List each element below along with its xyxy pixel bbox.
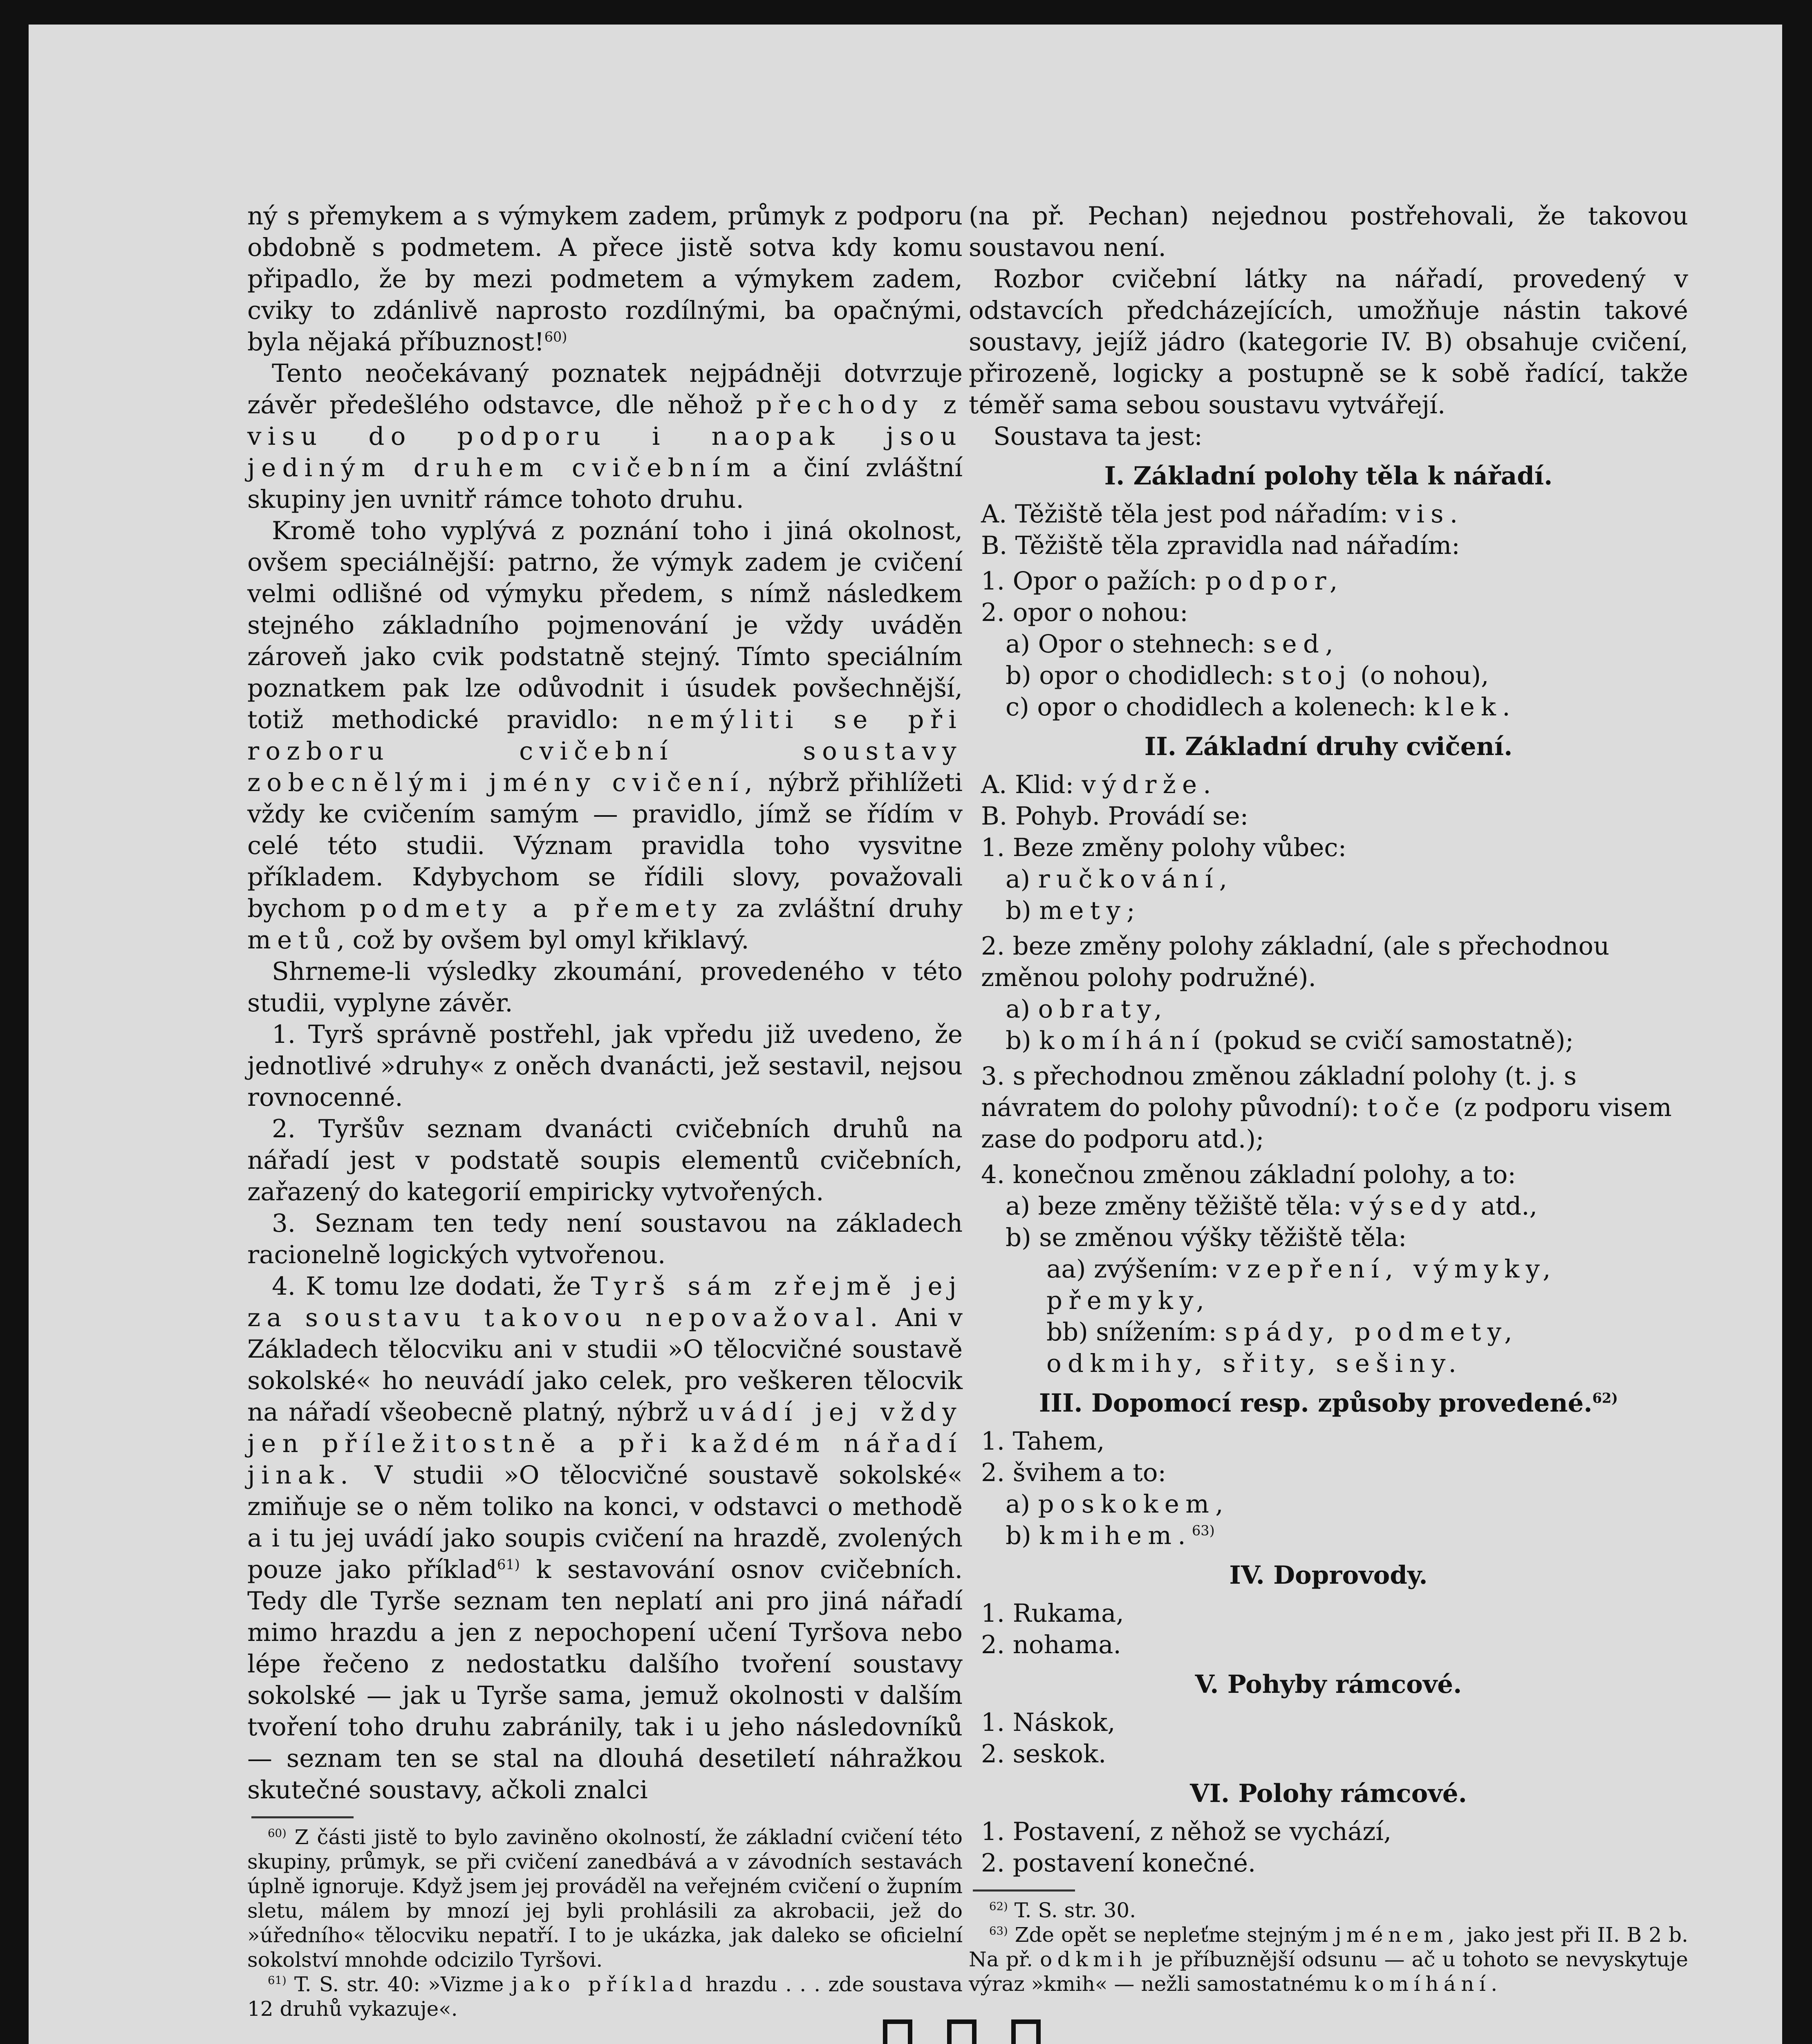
spacer	[969, 1155, 1688, 1159]
conclusion-2: 2. Tyršův seznam dvanácti cvičebních druhů na nářadí jest v podstatě soupis elementů cvičebních, zařazený do kategorií empiricky vytvořených.	[247, 1114, 963, 1206]
square-ornament-icon	[1011, 2019, 1041, 2044]
list-item: 1. Rukama,	[981, 1599, 1124, 1628]
text: A. Těžiště těla jest pod nářadím:	[981, 500, 1396, 529]
text: , což by ovšem byl omyl křiklavý.	[336, 926, 749, 955]
text: 3. s přechodnou změnou základní polohy (t. j. s návratem do polohy původní):	[981, 1062, 1577, 1122]
footnote-ref: 62)	[1592, 1390, 1618, 1406]
list-item: B. Pohyb. Provádí se:	[981, 802, 1249, 831]
footnote-63	[969, 1923, 1688, 1996]
footnote-text: je příbuznější odsunu — ač u tohoto se nevyskytuje výraz »kmih« — nežli samostatnému	[969, 1948, 1688, 1996]
conclusion-3: 3. Seznam ten tedy není soustavou na základech racionelně logických vytvořenou.	[247, 1209, 963, 1269]
item-label: b)	[1006, 896, 1031, 925]
list-item	[969, 1190, 1688, 1222]
footnote-ref: 63)	[1192, 1522, 1215, 1539]
conclusion-1: 1. Tyrš správně postřehl, jak vpředu již uvedeno, že jednotlivé »druhy« z oněch dvanácti, jež sestavil, nejsou rovnocenné.	[247, 1020, 963, 1112]
list-item	[969, 565, 1688, 597]
spaced-text: odkmih	[1040, 1948, 1148, 1971]
section-heading-4: IV. Doprovody.	[1229, 1561, 1428, 1590]
footnote-61	[247, 1972, 963, 2021]
list-item	[969, 1520, 1688, 1551]
footnote-divider	[251, 1816, 354, 1818]
text: bb) snížením:	[1046, 1318, 1225, 1347]
spaced-text: metů	[247, 926, 337, 955]
list-item: 2. beze změny polohy základní, (ale s přechodnou změnou polohy podružné).	[981, 932, 1610, 992]
footnotes	[247, 1825, 963, 2021]
section-heading-1: I. Základní polohy těla k nářadí.	[1104, 462, 1553, 491]
section-heading-2: II. Základní druhy cvičení.	[1144, 732, 1513, 761]
footnote-divider	[973, 1889, 1075, 1892]
spaced-text: podmety a přemety	[360, 894, 723, 923]
paragraph: Soustava ta jest:	[993, 422, 1203, 451]
list-item	[969, 769, 1688, 800]
left-column	[247, 200, 963, 2021]
footnote-label: 60)	[268, 1827, 287, 1840]
spaced-text: jako příklad	[511, 1972, 698, 1996]
footnote-ref: 61)	[497, 1556, 520, 1573]
list-item: 1. Postavení, z něhož se vychází,	[981, 1817, 1392, 1846]
list-item	[969, 498, 1688, 530]
text: A. Klid:	[981, 770, 1082, 799]
text: ný s přemykem a s výmykem zadem, průmyk z podporu obdobně s podmetem. A přece jistě sotva kdy komu připadlo, že by mezi podmetem a výmykem zadem, cviky to zdánlivě naprosto rozdílnými, ba opačnými, byla nějaká příbuznost!	[247, 202, 963, 356]
spaced-text: výsedy	[1349, 1192, 1473, 1221]
footnote-text: Zde opět se nepleťme stejným	[1008, 1923, 1335, 1947]
text: Kromě toho vyplývá z poznání toho i jiná okolnost, ovšem speciálnější: patrno, že výmyk zadem je cvičení velmi odlišné od výmyku předem, s nímž následkem stejného základního pojmenování je vždy uváděn zároveň jako cvik podstatně stejný. Tímto speciálním poznatkem pak lze odůvodnit i úsudek povšechnější, totiž methodické pravidlo:	[247, 516, 963, 734]
list-item: b) se změnou výšky těžiště těla:	[1006, 1223, 1407, 1252]
section-end-ornament	[883, 2019, 1041, 2044]
conclusion-4	[247, 1271, 963, 1806]
list-item: 2. postavení konečné.	[981, 1849, 1256, 1878]
text: a činí zvláštní skupiny jen uvnitř rámce tohoto druhu.	[247, 453, 963, 514]
spaced-text: poskokem,	[1038, 1490, 1230, 1519]
item-label: a)	[1006, 995, 1030, 1024]
list-item: 2. opor o nohou:	[981, 598, 1188, 627]
list-item: 1. Beze změny polohy vůbec:	[981, 833, 1347, 862]
text: b) opor o chodidlech:	[1006, 661, 1282, 690]
paragraph	[247, 358, 963, 515]
spacer	[969, 926, 1688, 930]
list-item	[969, 1253, 1688, 1316]
list-item	[969, 1488, 1688, 1520]
text: 4. K tomu lze dodati, že	[272, 1272, 591, 1301]
spaced-text: toče	[1367, 1093, 1446, 1122]
text: III. Dopomocí resp. způsoby provedené.	[1039, 1389, 1592, 1418]
text: nýbrž přihlížeti vždy ke cvičením samým — pravidlo, jímž se řídím v celé této studii. Význam pravidla toho vysvitne příkladem. Kdybychom se řídili slovy, považovali bychom	[247, 768, 963, 923]
spaced-text: ručkování,	[1038, 865, 1234, 894]
text: Tento neočekávaný poznatek nejpádněji dotvrzuje závěr předešlého odstavce, dle něhož	[247, 359, 963, 419]
scanned-page	[29, 25, 1782, 2044]
text: za zvláštní druhy	[722, 894, 963, 923]
list-item	[969, 628, 1688, 660]
spaced-text: nemýliti se při rozboru cvičební soustavy zobecnělými jmény cvičení,	[247, 705, 963, 797]
spacer	[969, 1056, 1688, 1060]
text: 1. Opor o pažích:	[981, 567, 1205, 596]
spaced-text: obraty,	[1038, 995, 1168, 1024]
list-item	[969, 660, 1688, 691]
paragraph	[247, 200, 963, 358]
right-column	[969, 200, 1688, 1996]
spaced-text: Tyrš sám zřejmě jej za soustavu takovou nepovažoval.	[247, 1272, 963, 1332]
spacer	[969, 561, 1688, 565]
list-item	[969, 1316, 1688, 1379]
spaced-text: uvádí jej vždy jen příležitostně a při každém nářadí jinak.	[247, 1398, 963, 1490]
list-item: 2. švihem a to:	[981, 1458, 1167, 1487]
paragraph	[247, 515, 963, 956]
footnote-ref: 60)	[544, 329, 567, 345]
text: (pokud se cvičí samostatně);	[1205, 1026, 1574, 1055]
spaced-text: jménem,	[1335, 1923, 1460, 1947]
spaced-text: komíhání.	[1354, 1972, 1503, 1996]
spaced-text: klek.	[1424, 693, 1516, 722]
text: (z podporu visem zase do podporu atd.);	[981, 1093, 1672, 1154]
spaced-text: spády, podmety, odkmihy, sřity, sešiny.	[1046, 1318, 1519, 1378]
text: a) Opor o stehnech:	[1006, 630, 1263, 659]
spaced-text: stoj	[1282, 661, 1353, 690]
section-heading-3	[969, 1387, 1688, 1419]
list-item: 2. nohama.	[981, 1630, 1121, 1659]
footnote-text: jako jest při II. B 2 b. Na př.	[969, 1923, 1689, 1971]
list-item	[969, 863, 1688, 895]
square-ornament-icon	[883, 2019, 912, 2044]
footnote-text: Z části jistě to bylo zaviněno okolností, že základní cvičení této skupiny, průmyk, se při cvičení zanedbává a v závodních sestavách úplně ignoruje. Když jsem jej prováděl na veřejném cvičení o župním sletu, málem by mnozí jej byli prohlásili za akrobacii, jež do »úředního« tělocviku nepatří. I to je ukázka, jak daleko se oficielní sokolství mnohde odcizilo Tyršovi.	[247, 1825, 963, 1972]
list-item: 1. Náskok,	[981, 1708, 1115, 1737]
text: a) beze změny těžiště těla:	[1006, 1192, 1350, 1221]
spaced-text: vzepření, výmyky, přemyky,	[1046, 1255, 1557, 1315]
text: aa) zvýšením:	[1046, 1255, 1227, 1284]
list-item	[969, 993, 1688, 1025]
item-label: a)	[1006, 1490, 1030, 1519]
item-label: b)	[1006, 1521, 1031, 1550]
paragraph: Shrneme-li výsledky zkoumání, provedeného v této studii, vyplyne závěr.	[247, 957, 963, 1018]
text: atd.,	[1472, 1192, 1538, 1221]
footnote-label: 62)	[989, 1900, 1008, 1913]
section-heading-6: VI. Polohy rámcové.	[1190, 1779, 1467, 1808]
text: (o nohou),	[1352, 661, 1489, 690]
spaced-text: kmihem.	[1039, 1521, 1192, 1550]
paragraph: Rozbor cvičební látky na nářadí, provedený v odstavcích předcházejících, umožňuje nástin takové soustavy, jejíž jádro (kategorie IV. B) obsahuje cvičení, přirozeně, logicky a postupně se k sobě řadící, takže téměř sama sebou soustavu vytvářejí.	[969, 264, 1688, 419]
square-ornament-icon	[947, 2019, 977, 2044]
text: k sestavování osnov cvičebních. Tedy dle Tyrše seznam ten neplatí ani pro jiná nářadí mimo hrazdu a jen z nepochopení učení Tyršova nebo lépe řečeno z nedostatku dalšího tvoření soustavy sokolské — jak u Tyrše sama, jemuž okolnosti v dalším tvoření toho druhu zabránily, tak i u jeho následovníků — seznam ten se stal na dlouhá desetiletí náhražkou skutečné soustavy, ačkoli znalci	[247, 1555, 963, 1804]
spaced-text: sed,	[1263, 630, 1339, 659]
list-item	[969, 1060, 1688, 1155]
footnote-62	[969, 1898, 1688, 1923]
list-item	[969, 691, 1688, 723]
spaced-text: mety;	[1039, 896, 1141, 925]
footnote-label: 63)	[989, 1924, 1008, 1938]
section-heading-5: V. Pohyby rámcové.	[1195, 1670, 1462, 1699]
spaced-text: přechody z visu do podporu i naopak jsou jediným druhem cvičebním	[247, 390, 963, 482]
footnote-text: hrazdu . . . zde soustava 12 druhů vykazuje«.	[247, 1972, 963, 2021]
text: Ani v Základech tělocviku ani v studii »O tělocvičné soustavě sokolské« ho neuvádí jako celek, pro veškeren tělocvik na nářadí všeobecně platný, nýbrž	[247, 1303, 963, 1427]
spaced-text: vis.	[1396, 500, 1464, 529]
footnotes	[969, 1898, 1688, 1996]
item-label: b)	[1006, 1026, 1031, 1055]
list-item: B. Těžiště těla zpravidla nad nářadím:	[981, 531, 1460, 560]
list-item: 4. konečnou změnou základní polohy, a to:	[981, 1160, 1516, 1189]
spaced-text: komíhání	[1039, 1026, 1206, 1055]
list-item: 2. seskok.	[981, 1739, 1106, 1768]
list-item: 1. Tahem,	[981, 1427, 1105, 1456]
text: c) opor o chodidlech a kolenech:	[1006, 693, 1425, 722]
footnote-text: T. S. str. 30.	[1008, 1898, 1136, 1922]
spaced-text: výdrže.	[1082, 770, 1217, 799]
item-label: a)	[1006, 865, 1030, 894]
paragraph: (na př. Pechan) nejednou postřehovali, že takovou soustavou není.	[969, 202, 1688, 262]
footnote-text: T. S. str. 40: »Vizme	[286, 1972, 512, 1996]
footnote-label: 61)	[268, 1974, 287, 1987]
list-item	[969, 895, 1688, 926]
spaced-text: podpor,	[1205, 567, 1344, 596]
list-item	[969, 1025, 1688, 1056]
footnote-60	[247, 1825, 963, 1972]
text: V studii »O tělocvičné soustavě sokolské« zmiňuje se o něm toliko na konci, v odstavci o methodě a i tu jej uvádí jako soupis cvičení na hrazdě, zvolených pouze jako příklad	[247, 1461, 963, 1584]
